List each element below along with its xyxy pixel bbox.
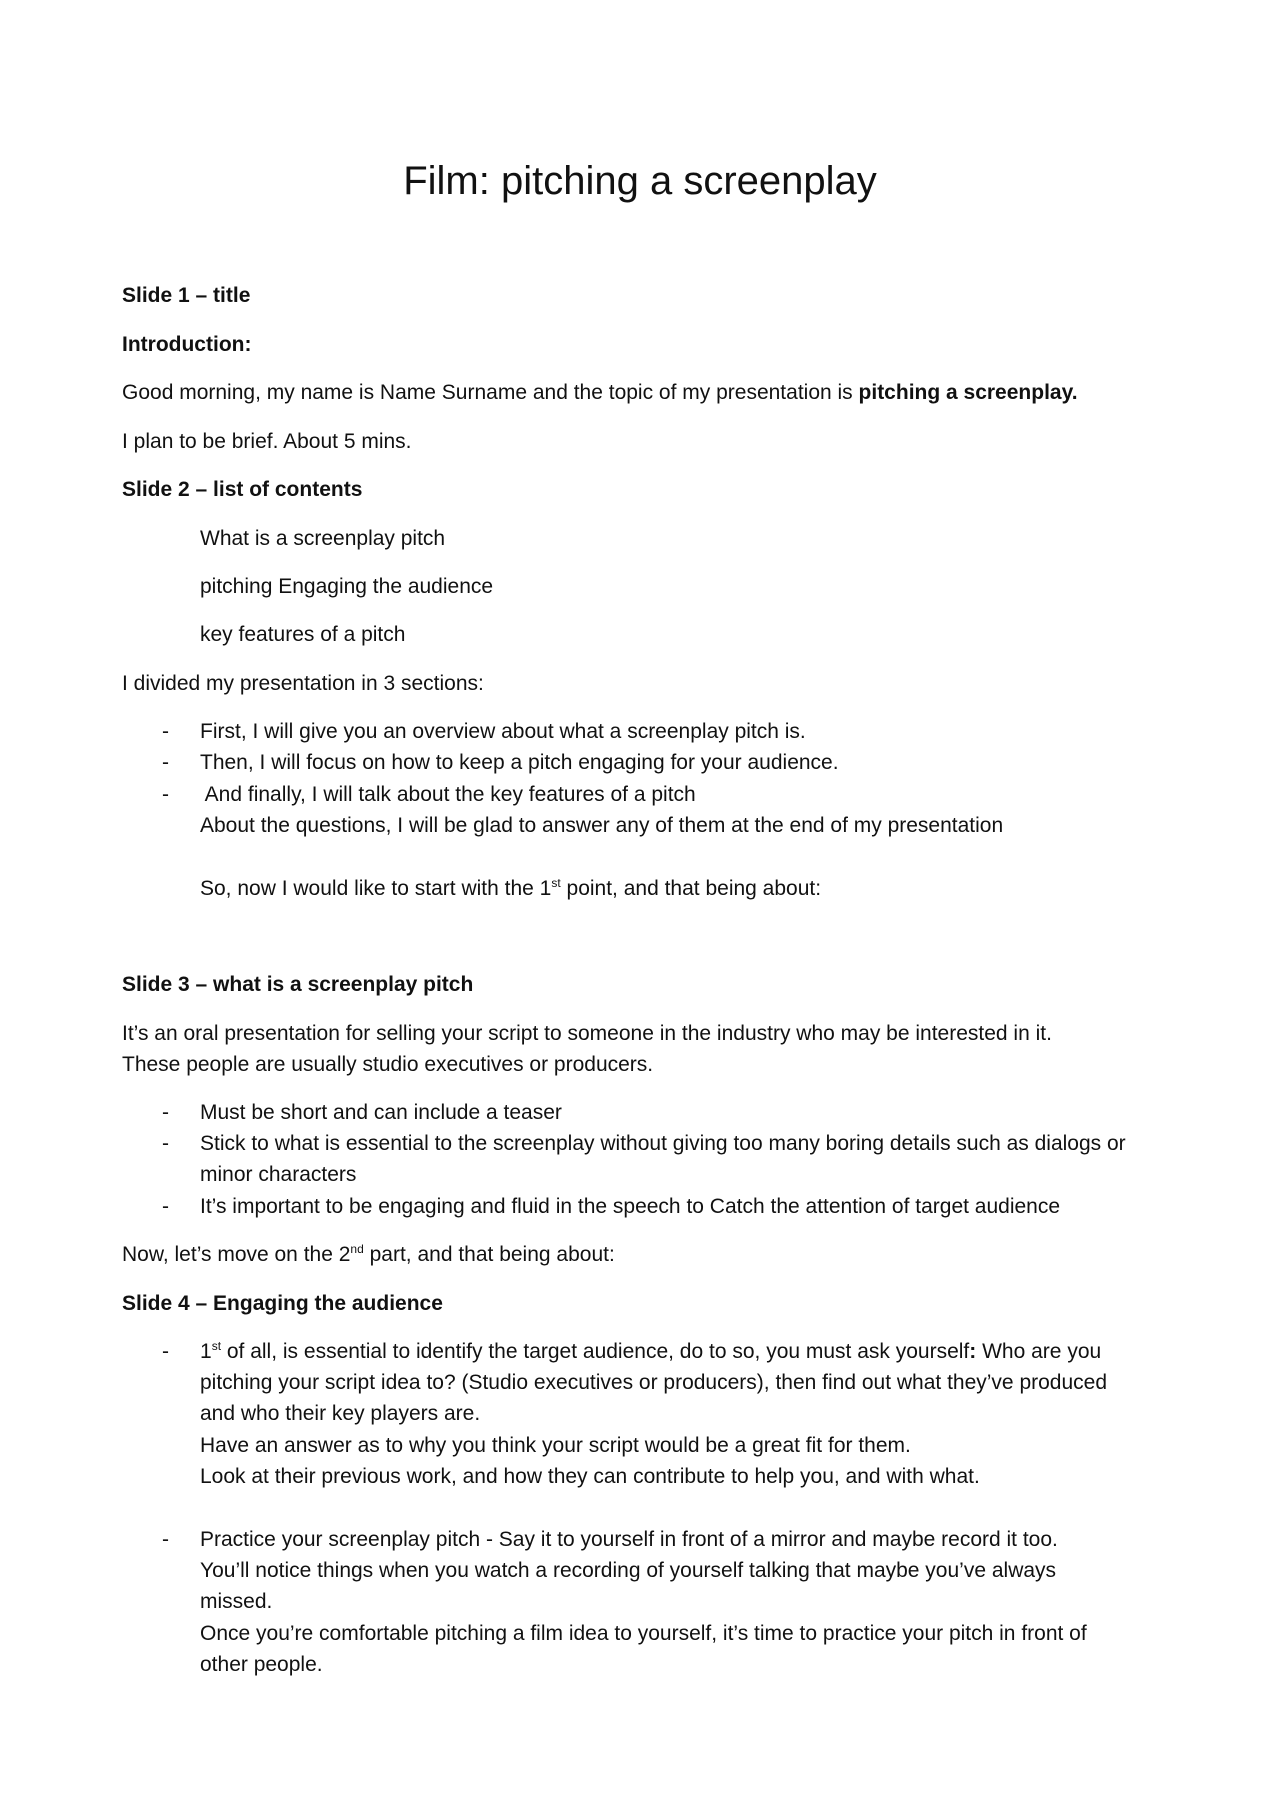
move-text: Now, let’s move on the 2 bbox=[122, 1243, 351, 1266]
list-item-continued: Have an answer as to why you think your script would be a great fit for them. bbox=[200, 1434, 911, 1457]
list-item-continued: You’ll notice things when you watch a recording of yourself talking that maybe you’ve always bbox=[200, 1559, 1057, 1582]
start-text: So, now I would like to start with the 1 bbox=[200, 877, 552, 900]
b1-ordinal: st bbox=[211, 1339, 222, 1353]
slide4-heading: Slide 4 – Engaging the audience bbox=[122, 1292, 443, 1315]
greeting-topic: pitching a screenplay. bbox=[858, 381, 1078, 404]
list-item: It’s important to be engaging and fluid in the speech to Catch the attention of target audience bbox=[200, 1195, 1061, 1218]
contents-item: key features of a pitch bbox=[200, 623, 406, 646]
bullet-dash: - bbox=[162, 720, 169, 743]
list-item: Practice your screenplay pitch - Say it to yourself in front of a mirror and maybe record it too. bbox=[200, 1528, 1058, 1551]
slide3-text-line: These people are usually studio executives or producers. bbox=[122, 1053, 654, 1076]
list-item-continued: other people. bbox=[200, 1653, 323, 1676]
bullet-dash: - bbox=[162, 783, 169, 806]
bullet-dash: - bbox=[162, 1132, 169, 1155]
b1-colon: : bbox=[969, 1340, 977, 1363]
slide1-heading: Slide 1 – title bbox=[122, 284, 251, 307]
greeting-paragraph bbox=[122, 377, 1182, 408]
bullet-dash: - bbox=[162, 1195, 169, 1218]
list-item: And finally, I will talk about the key features of a pitch bbox=[200, 783, 696, 806]
list-item-continued: Look at their previous work, and how they can contribute to help you, and with what. bbox=[200, 1465, 980, 1488]
divided-paragraph: I divided my presentation in 3 sections: bbox=[122, 672, 484, 695]
start-paragraph bbox=[200, 873, 1180, 904]
brief-paragraph: I plan to be brief. About 5 mins. bbox=[122, 430, 412, 453]
start-text-end: point, and that being about: bbox=[560, 877, 822, 900]
b1-text-end: Who are you bbox=[976, 1340, 1102, 1363]
introduction-heading: Introduction: bbox=[122, 333, 252, 356]
move-ordinal: nd bbox=[350, 1242, 364, 1256]
document-title: Film: pitching a screenplay bbox=[403, 159, 877, 203]
slide3-heading: Slide 3 – what is a screenplay pitch bbox=[122, 973, 474, 996]
list-item: First, I will give you an overview about what a screenplay pitch is. bbox=[200, 720, 806, 743]
contents-item: What is a screenplay pitch bbox=[200, 527, 446, 550]
list-item: Then, I will focus on how to keep a pitch engaging for your audience. bbox=[200, 751, 839, 774]
move-paragraph bbox=[122, 1239, 1182, 1270]
list-item: Must be short and can include a teaser bbox=[200, 1101, 562, 1124]
slide3-text-line: It’s an oral presentation for selling your script to someone in the industry who may be interested in it. bbox=[122, 1022, 1052, 1045]
contents-item: pitching Engaging the audience bbox=[200, 575, 494, 598]
start-ordinal: st bbox=[551, 876, 561, 890]
list-item-continued: missed. bbox=[200, 1590, 273, 1613]
bullet-dash: - bbox=[162, 751, 169, 774]
bullet-dash: - bbox=[162, 1340, 169, 1363]
list-item-continued: Once you’re comfortable pitching a film idea to yourself, it’s time to practice your pitch in front of bbox=[200, 1622, 1087, 1645]
list-item-continued: minor characters bbox=[200, 1163, 357, 1186]
list-item: Stick to what is essential to the screenplay without giving too many boring details such as dialogs or bbox=[200, 1132, 1126, 1155]
greeting-text: Good morning, my name is Name Surname and the topic of my presentation is bbox=[122, 381, 859, 404]
list-item-continued: and who their key players are. bbox=[200, 1402, 481, 1425]
questions-paragraph: About the questions, I will be glad to answer any of them at the end of my presentation bbox=[200, 814, 1004, 837]
list-item-continued: pitching your script idea to? (Studio executives or producers), then find out what they’ve produced bbox=[200, 1371, 1108, 1394]
b1-text: of all, is essential to identify the target audience, do to so, you must ask yourself bbox=[221, 1340, 970, 1363]
list-item bbox=[200, 1336, 1180, 1367]
bullet-dash: - bbox=[162, 1101, 169, 1124]
b1-ordinal-number: 1 bbox=[200, 1340, 212, 1363]
move-text-end: part, and that being about: bbox=[363, 1243, 615, 1266]
slide2-heading: Slide 2 – list of contents bbox=[122, 478, 363, 501]
bullet-dash: - bbox=[162, 1528, 169, 1551]
